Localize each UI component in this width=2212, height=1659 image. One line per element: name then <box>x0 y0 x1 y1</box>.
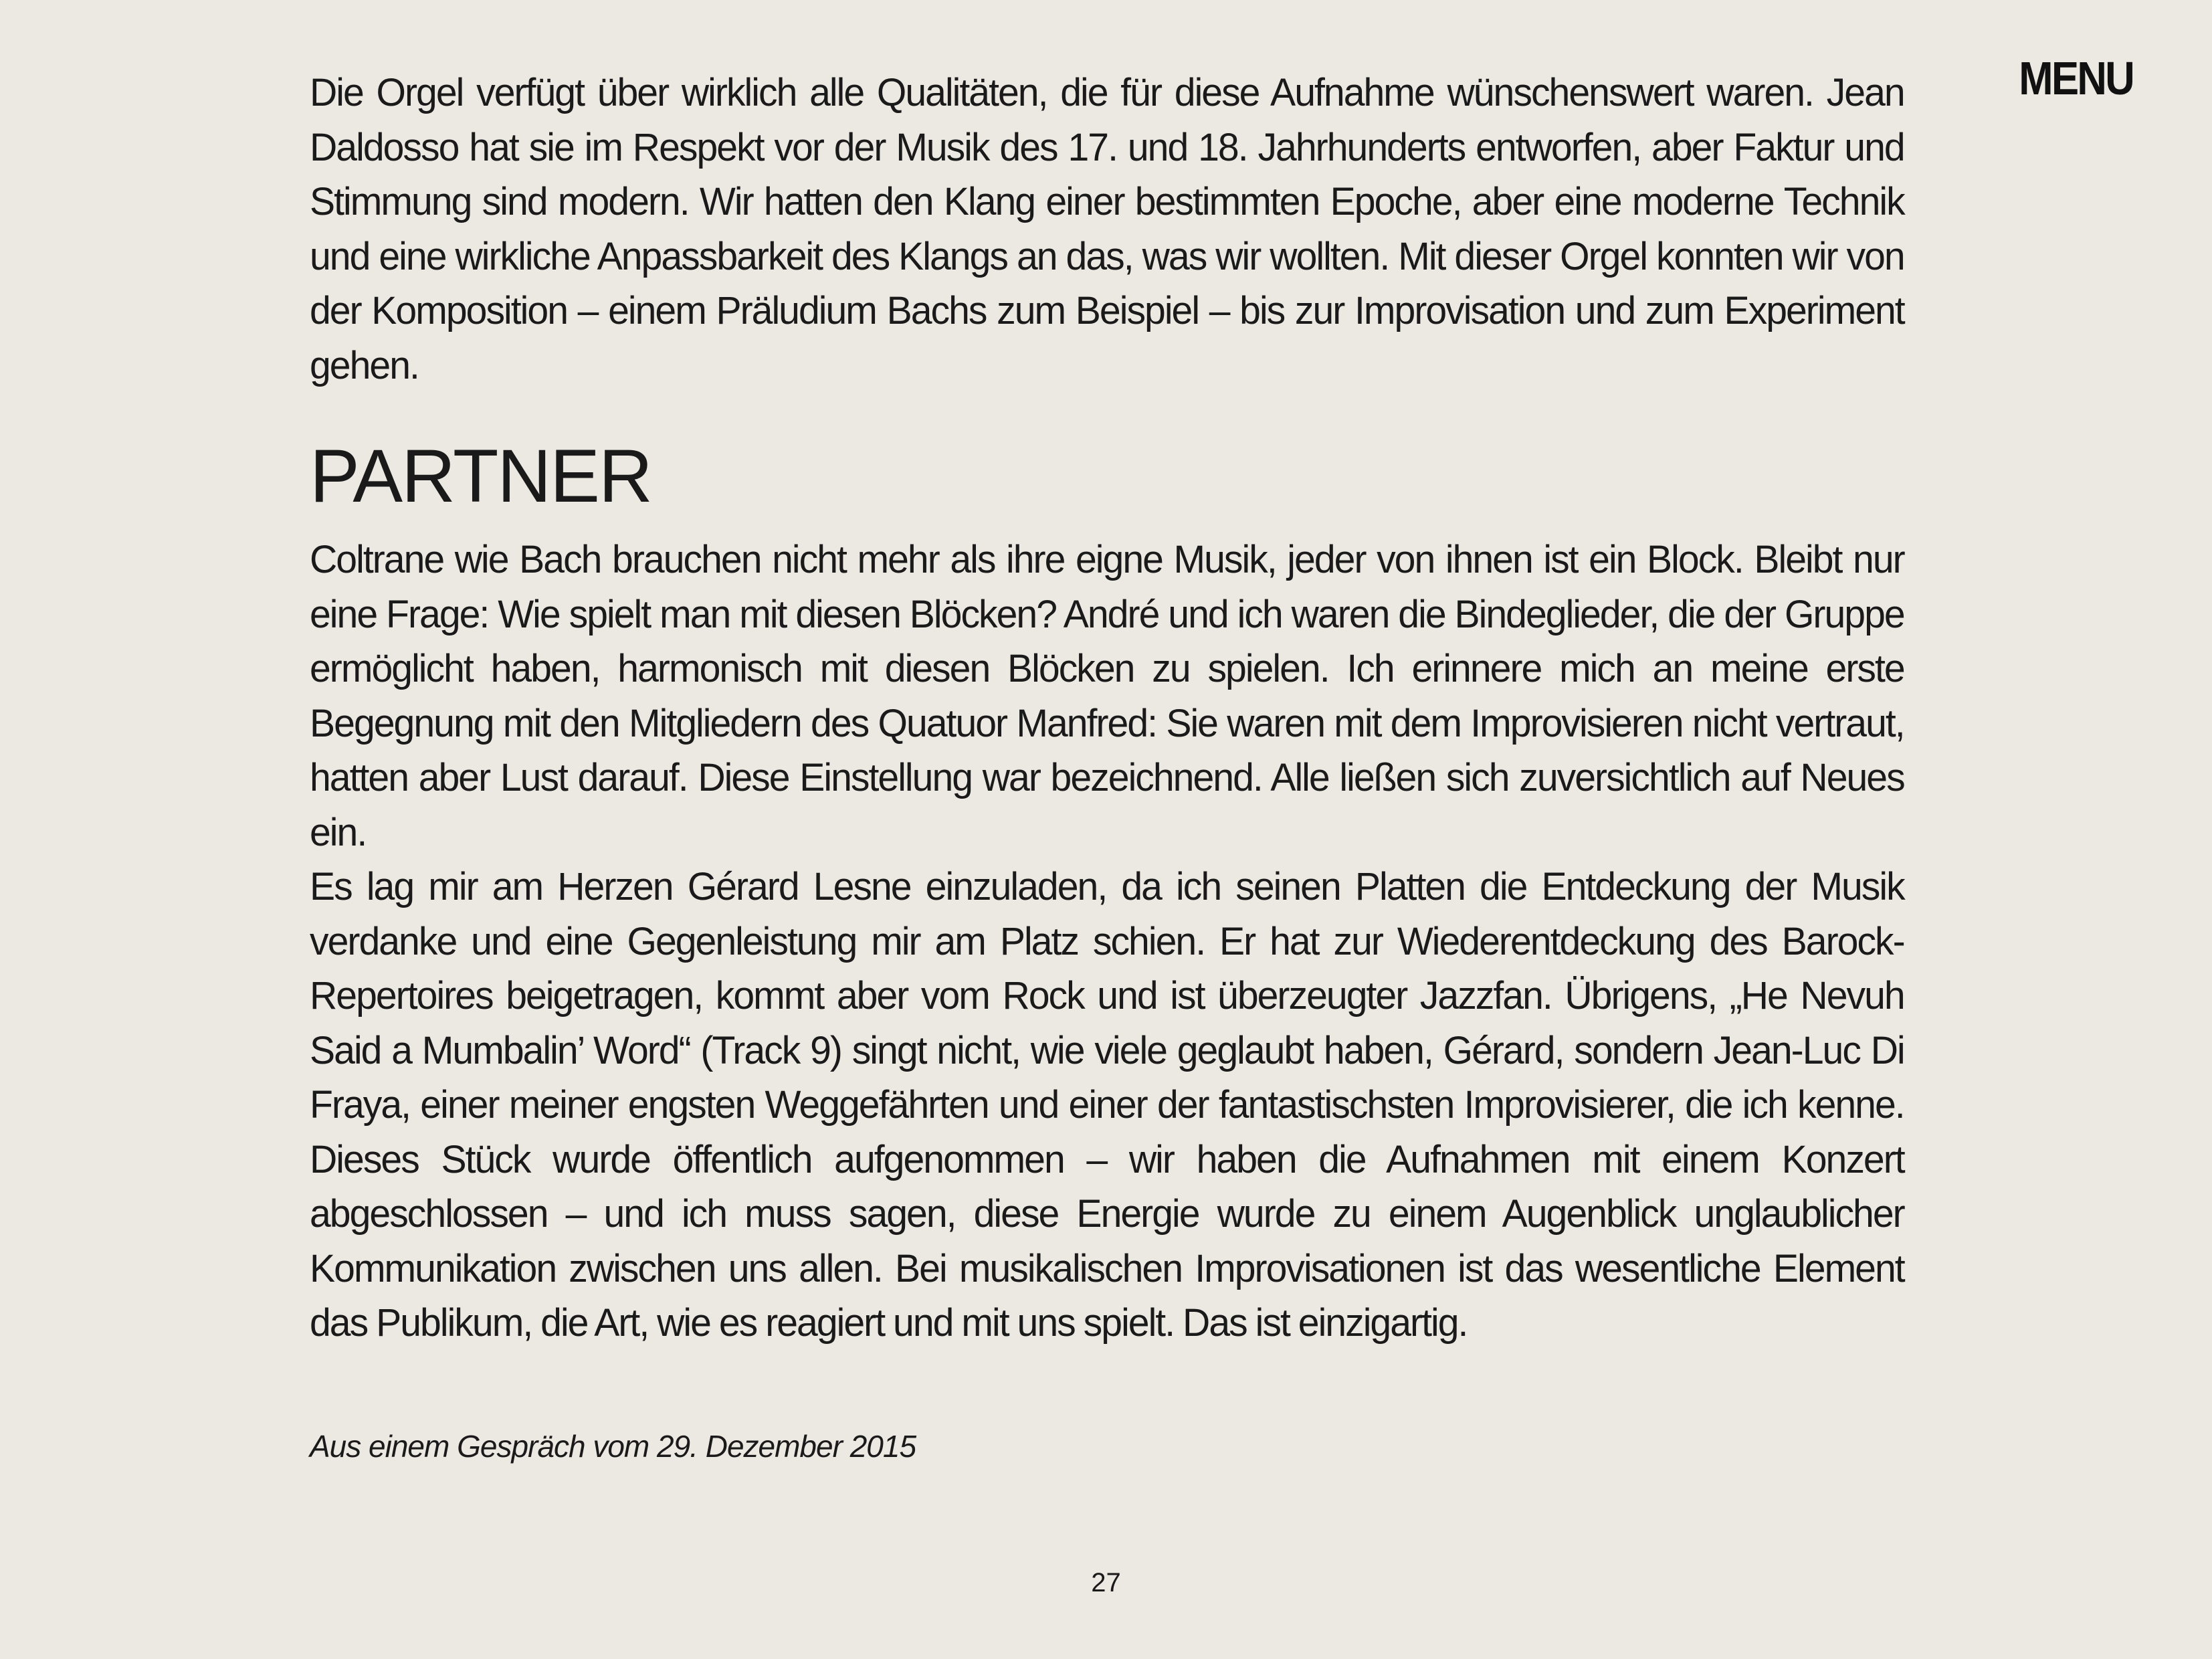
partner-paragraph-1: Coltrane wie Bach brauchen nicht mehr als ihre eigne Musik, jeder von ihnen ist ein Block. Bleibt nur eine Frage: Wie spielt man mit diesen Blöcken? André und ich waren die Bindeglieder, die der Gruppe ermöglicht haben, harmonisch mit diesen Blöcken zu spielen. Ich erinnere mich an meine erste Begegnung mit den Mitgliedern des Quatuor Manfred: Sie waren mit dem Improvisieren nicht vertraut, hatten aber Lust darauf. Diese Einstellung war bezeichnend. Alle ließen sich zuversichtlich auf Neues ein. <box>310 538 1904 854</box>
intro-paragraph: Die Orgel verfügt über wirklich alle Qualitäten, die für diese Aufnahme wünschenswert waren. Jean Daldosso hat sie im Respekt vor der Musik des 17. und 18. Jahrhunderts entworfen, aber Faktur und Stimmung sind modern. Wir hatten den Klang einer bestimmten Epoche, aber eine moderne Technik und eine wirkliche Anpassbarkeit des Klangs an das, was wir wollten. Mit dieser Orgel konnten wir von der Komposition – einem Präludium Bachs zum Beispiel – bis zur Improvisation und zum Experiment gehen. <box>310 71 1904 387</box>
section-heading-partner: PARTNER <box>310 434 651 518</box>
source-note: Aus einem Gespräch vom 29. Dezember 2015 <box>310 1428 916 1464</box>
page-number: 27 <box>1091 1568 1121 1597</box>
article-body <box>310 66 1928 1462</box>
menu-button[interactable]: MENU <box>2019 52 2133 104</box>
partner-paragraph-2: Es lag mir am Herzen Gérard Lesne einzuladen, da ich seinen Platten die Entdeckung der Musik verdanke und eine Gegenleistung mir am Platz schien. Er hat zur Wiederentdeckung des Barock-Repertoires beigetragen, kommt aber vom Rock und ist überzeugter Jazzfan. Übrigens, „He Nevuh Said a Mumbalin’ Word“ (Track 9) singt nicht, wie viele geglaubt haben, Gérard, sondern Jean-Luc Di Fraya, einer meiner engsten Weggefährten und einer der fantastischsten Improvisierer, die ich kenne. Dieses Stück wurde öffentlich aufgenommen – wir haben die Aufnahmen mit einem Konzert abgeschlossen – und ich muss sagen, diese Energie wurde zu einem Augenblick unglaublicher Kommunikation zwischen uns allen. Bei musikalischen Improvisationen ist das wesentliche Element das Publikum, die Art, wie es reagiert und mit uns spielt. Das ist einzigartig. <box>310 865 1904 1345</box>
